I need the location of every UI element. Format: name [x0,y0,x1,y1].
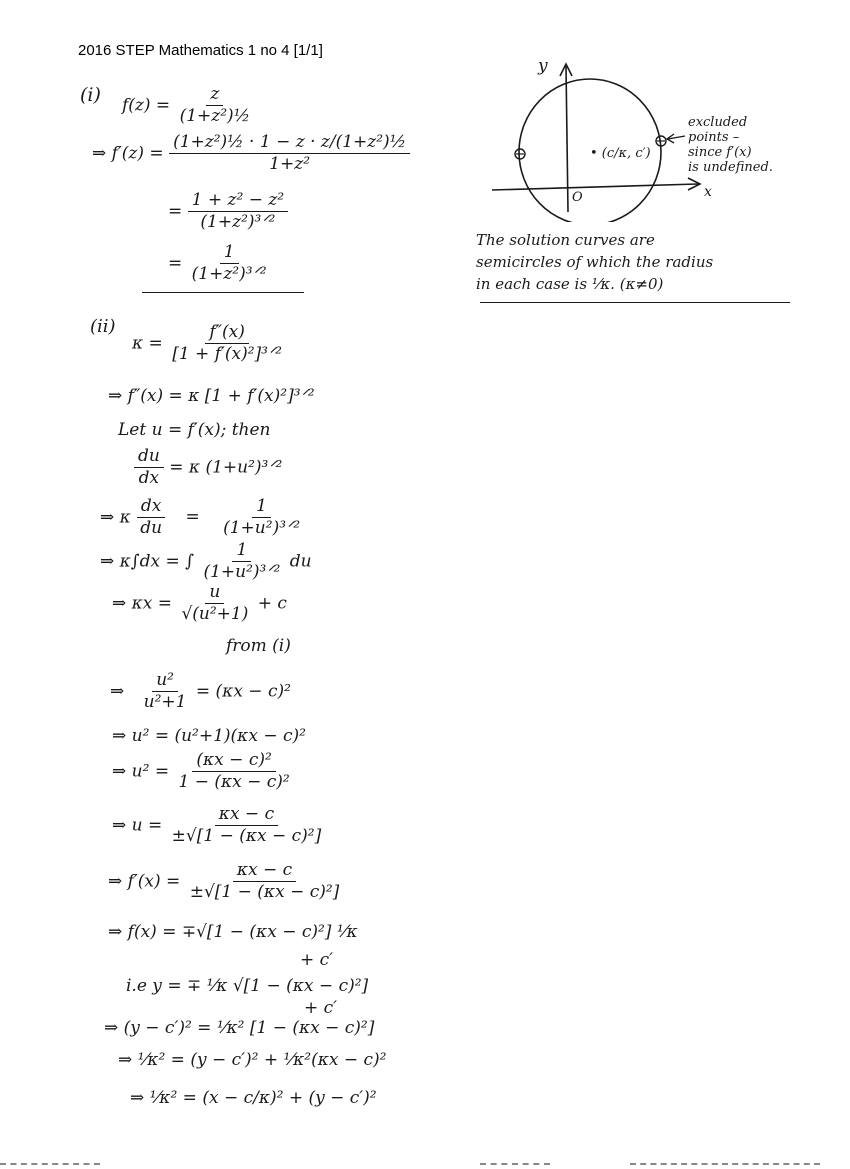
part-ii-step-4: $\frac{du}{dx}$ = κ (1+u²)³ᐟ² [134,446,282,490]
part-ii-step-18: ⇒ ¹⁄κ² = (x − c/κ)² + (y − c′)² [130,1088,377,1108]
part-ii-step-15: i.e y = ∓ ¹⁄κ √[1 − (κx − c)²] [126,976,369,996]
y-axis [566,66,568,212]
conclusion-text: The solution curves are semicircles of which the radius in each case is ¹⁄κ. (κ≠0) [476,231,714,293]
scan-edge-mark-right [630,1163,820,1165]
page-title: 2016 STEP Mathematics 1 no 4 [1/1] [78,42,323,59]
part-ii-step-5: ⇒ κ $\frac{dx}{du}$ = $\frac{1}{\text{(1+u²)³ᐟ²}}$ [100,496,301,539]
origin-label: O [572,190,583,205]
part-ii-step-11: ⇒ u² = $\frac{\text{(κx − c)²}}{\text{1 − (κx − c)²}}$ [112,750,290,793]
part-ii-step-16: ⇒ (y − c′)² = ¹⁄κ² [1 − (κx − c)²] [104,1018,375,1038]
conclusion-underline [480,302,790,303]
part-ii-step-7: ⇒ κx = $\frac{u}{\text{√(u²+1)}}$ + c [112,582,287,625]
part-ii-step-1: κ = $\frac{f''(x)}{\text{[1 + f′(x)²]³ᐟ²}}$ [132,322,282,365]
part-i-underline [142,292,304,293]
centre-label: • (c/κ, c′) [590,146,651,161]
part-ii-label: (ii) [90,316,116,337]
part-i-line3: = $\frac{\text{1 + z² − z²}}{\text{(1+z²)³ᐟ²}}$ [168,190,288,234]
part-ii-step-12: ⇒ u = $\frac{\kappa x - c}{\text{±√[1 − (κx − c)²]}}$ [112,804,322,847]
part-i-line4: = $\frac{1}{\text{(1+z²)³ᐟ²}}$ [168,242,267,285]
part-ii-step-15-constant: + c′ [304,998,338,1018]
excluded-points-note: excluded points – since f′(x) is undefined. [688,115,773,175]
part-ii-step-17: ⇒ ¹⁄κ² = (y − c′)² + ¹⁄κ²(κx − c)² [118,1050,387,1070]
part-ii-step-9: ⇒ $\frac{\text{u²}}{\text{u²+1}}$ = (κx − c)² [110,670,291,713]
part-ii-step-6: ⇒ κ∫dx = ∫ $\frac{1}{\text{(1+u²)³ᐟ²}}$ du [100,540,312,583]
x-axis [492,184,698,190]
part-ii-step-2: ⇒ f″(x) = κ [1 + f′(x)²]³ᐟ² [108,386,315,406]
part-ii-step-13: ⇒ f′(x) = $\frac{\kappa x - c}{\text{±√[1 − (κx − c)²]}}$ [108,860,340,903]
part-ii-step-14: ⇒ f(x) = ∓√[1 − (κx − c)²] ¹⁄κ [108,922,358,942]
part-i-line2: ⇒ f′(z) = $\frac{\text{(1+z²)½ · 1 − z · z/(1+z²)½}}{\text{1+z²}}$ [92,132,410,176]
scan-edge-mark-middle [480,1163,550,1165]
y-axis-label: y [538,56,548,76]
part-ii-step-10: ⇒ u² = (u²+1)(κx − c)² [112,726,306,746]
part-ii-step-3: Let u = f′(x); then [118,420,271,440]
scan-edge-mark-left [0,1163,100,1165]
part-ii-step-14-constant: + c′ [300,950,334,970]
part-ii-step-8: from (i) [226,636,291,656]
part-i-label: (i) [80,84,101,106]
x-axis-label: x [704,184,712,200]
part-i-line1: f(z) = $\frac{z}{\text{(1+z²)½}}$ [122,84,251,127]
